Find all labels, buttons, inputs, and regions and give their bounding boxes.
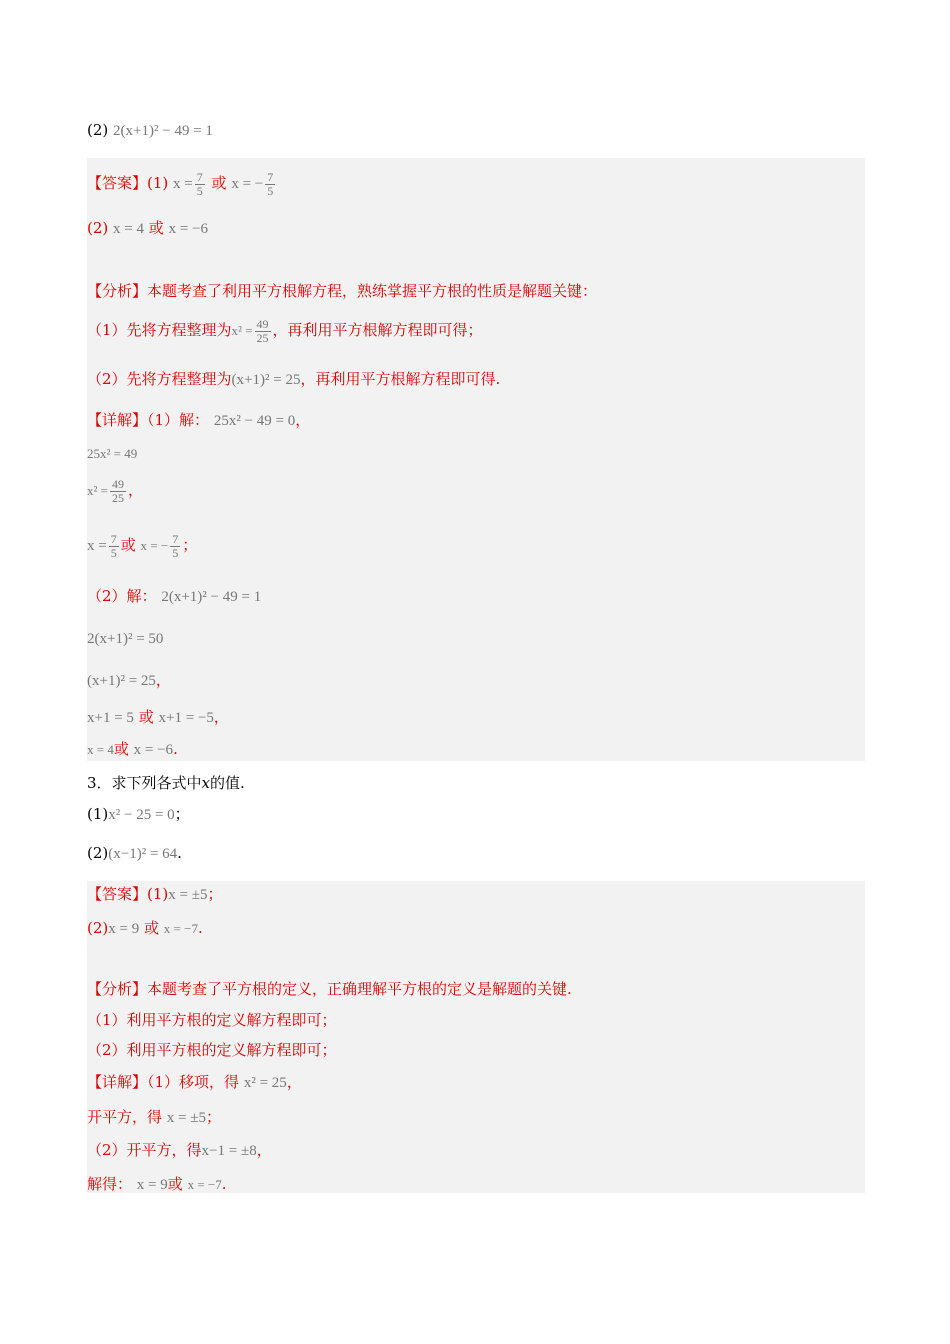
answer-part-label: (1)	[147, 174, 169, 192]
step-math: 25x² = 49	[87, 446, 138, 461]
answer-math: x = −6	[168, 221, 208, 237]
question-3-part1	[87, 804, 190, 825]
detail-line-1	[87, 410, 310, 431]
detail-text: （2）解：	[87, 587, 157, 605]
inline-math: x² =	[231, 323, 253, 338]
step-1c	[87, 527, 197, 564]
answer-line-2	[87, 218, 208, 239]
fraction: $\frac{7}{5}$	[196, 169, 203, 198]
inline-math: x = −7	[187, 1177, 222, 1192]
step-math: x+1 = −5	[158, 710, 214, 726]
detail-text: （2）开平方，得	[87, 1141, 202, 1159]
detail-line-1b	[87, 1107, 221, 1128]
punctuation: ；	[182, 536, 198, 554]
inline-math: x = 9	[136, 1177, 168, 1193]
or-word: 或	[167, 1175, 183, 1193]
step-1a	[87, 443, 137, 464]
equation: x² − 25 = 0	[108, 807, 175, 823]
detail-text: 解得：	[87, 1175, 133, 1193]
solution-box-1	[87, 158, 865, 761]
question-3-part2	[87, 843, 182, 864]
step-math: x =	[87, 538, 107, 554]
inline-math: 2(x+1)² − 49 = 1	[161, 589, 262, 605]
or-word: 或	[120, 536, 136, 554]
question-text: 的值.	[210, 774, 245, 792]
answer-math: x = 4	[113, 221, 144, 237]
fraction: $\frac{7}{5}$	[267, 169, 274, 198]
fraction: $\frac{7}{5}$	[110, 531, 117, 560]
part-label: (1)	[87, 805, 109, 823]
answer-math: x = ±5	[168, 887, 208, 903]
equation: (x−1)² = 64	[108, 846, 178, 862]
step-2a	[87, 628, 163, 649]
detail-line-2b	[87, 1174, 227, 1195]
inline-math: x−1 = ±8	[201, 1143, 257, 1159]
analysis-step-text: （1）利用平方根的定义解方程即可；	[87, 1011, 337, 1029]
punctuation: ；	[207, 885, 223, 903]
answer-part-label: (1)	[147, 885, 169, 903]
analysis-step-text: ，再利用平方根解方程即可得；	[272, 321, 483, 339]
answer-line-1	[87, 170, 277, 198]
analysis-text: 本题考查了利用平方根解方程，熟练掌握平方根的性质是解题关键：	[147, 282, 598, 300]
punctuation: ，	[155, 671, 171, 689]
punctuation: .	[197, 919, 203, 937]
answer-part-label: (2)	[87, 219, 109, 237]
step-2c	[87, 707, 229, 728]
answer-math: x = −	[231, 176, 264, 192]
question-text: 3．求下列各式中	[87, 774, 202, 792]
part-label: (2)	[87, 121, 109, 139]
inline-math: x = ±5	[166, 1110, 206, 1126]
punctuation: ；	[206, 1108, 222, 1126]
analysis-line	[87, 979, 572, 999]
punctuation: .	[173, 740, 178, 758]
analysis-step-text: （2）先将方程整理为	[87, 370, 232, 388]
punctuation: .	[177, 844, 182, 862]
analysis-tag: 【分析】	[87, 980, 148, 998]
analysis-step-text: （2）利用平方根的定义解方程即可；	[87, 1041, 337, 1059]
step-math: x = −	[140, 538, 169, 553]
analysis-step-text: （1）先将方程整理为	[87, 321, 232, 339]
punctuation: ，	[295, 411, 311, 429]
fraction: $\frac{49}{25}$	[111, 476, 124, 505]
detail-line-2	[87, 586, 261, 607]
answer-part-label: (2)	[87, 919, 109, 937]
or-word: 或	[138, 708, 154, 726]
answer-math: x = −7	[163, 921, 198, 936]
answer-math: x = 9	[108, 921, 140, 937]
fraction: $\frac{7}{5}$	[172, 531, 179, 560]
q2-part2-line	[87, 120, 213, 141]
or-word: 或	[144, 919, 160, 937]
punctuation: ，	[213, 708, 229, 726]
analysis-tag: 【分析】	[87, 282, 148, 300]
detail-text: （1）解：	[147, 411, 210, 429]
step-math: x = 4	[87, 742, 114, 757]
punctuation: ，	[256, 1141, 272, 1159]
part-label: (2)	[87, 844, 109, 862]
step-2b	[87, 670, 171, 691]
punctuation: ，	[286, 1073, 302, 1091]
detail-tag: 【详解】	[87, 411, 148, 429]
inline-math: (x+1)² = 25	[231, 372, 301, 388]
step-math: (x+1)² = 25	[87, 673, 156, 689]
inline-math: x² = 25	[243, 1075, 287, 1091]
detail-line-1	[87, 1072, 302, 1093]
step-1b	[87, 474, 143, 507]
answer-tag: 【答案】	[87, 885, 148, 903]
analysis-step-text: ，再利用平方根解方程即可得.	[300, 370, 501, 388]
or-word: 或	[148, 219, 164, 237]
analysis-step-2	[87, 1040, 337, 1060]
punctuation: .	[221, 1175, 227, 1193]
step-2d	[87, 739, 178, 760]
punctuation: ，	[127, 481, 143, 499]
punctuation: ；	[174, 805, 190, 823]
analysis-line	[87, 281, 597, 301]
question-3-title	[87, 773, 245, 793]
analysis-text: 本题考查了平方根的定义，正确理解平方根的定义是解题的关键.	[147, 980, 572, 998]
or-word: 或	[113, 740, 129, 758]
analysis-step-1	[87, 1010, 337, 1030]
step-math: x = −6	[133, 742, 174, 758]
equation: 2(x+1)² − 49 = 1	[113, 123, 213, 139]
detail-text: 开平方，得	[87, 1108, 163, 1126]
answer-line-1	[87, 884, 222, 905]
step-math: 2(x+1)² = 50	[87, 631, 164, 647]
variable: x	[201, 774, 211, 792]
inline-math: 25x² − 49 = 0	[213, 413, 296, 429]
or-word: 或	[211, 174, 227, 192]
fraction: $\frac{49}{25}$	[256, 316, 269, 345]
answer-line-2	[87, 918, 203, 939]
answer-tag: 【答案】	[87, 174, 148, 192]
step-math: x+1 = 5	[87, 710, 134, 726]
analysis-step-2	[87, 369, 500, 390]
detail-line-2	[87, 1140, 272, 1161]
detail-text: （1）移项，得	[147, 1073, 240, 1091]
analysis-step-1	[87, 315, 483, 346]
step-math: x² =	[87, 483, 108, 498]
answer-math: x =	[173, 176, 193, 192]
detail-tag: 【详解】	[87, 1073, 148, 1091]
